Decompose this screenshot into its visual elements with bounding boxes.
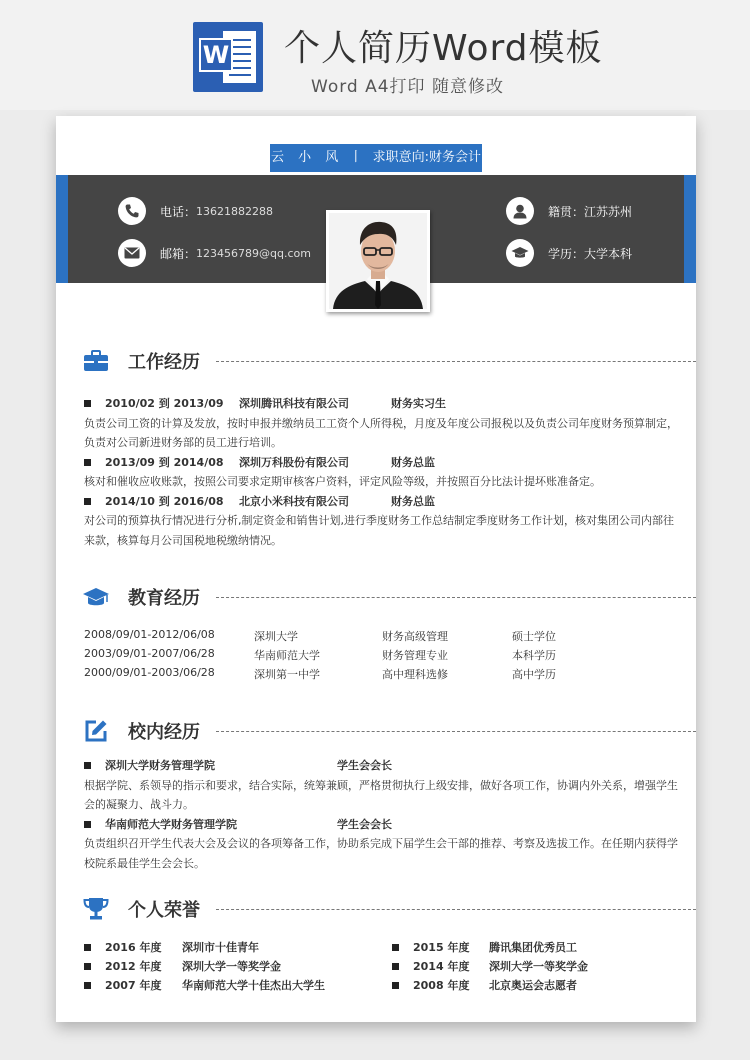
honors-section-title: 个人荣誉 [128,900,200,921]
education-item [506,239,632,267]
phone-label: 电话： [160,204,197,219]
education-section-header [82,582,696,612]
work-description: 核对和催收应收账款，按照公司要求定期审核客户资料，评定风险等级，并按照百分比法计提坏账准备定。 [84,475,601,488]
honor-item [84,939,259,955]
work-period: 2010/02 到 2013/09 [105,397,224,410]
campus-role: 学生会会长 [337,817,392,831]
email-value: 123456789@qq.com [196,246,311,260]
edu-school: 深圳第一中学 [254,668,320,681]
phone-item [118,197,273,225]
honor-name: 深圳大学一等奖学金 [489,960,588,973]
edu-major: 高中理科选修 [382,668,448,681]
name-bar [270,144,482,172]
honor-year: 2015 年度 [413,941,470,954]
campus-section-header [82,716,696,746]
banner-title: 个人简历Word模板 [284,28,603,69]
honor-item [392,977,577,993]
honor-name: 北京奥运会志愿者 [489,979,577,992]
bullet-square [84,498,91,505]
honor-name: 深圳大学一等奖学金 [182,960,281,973]
profile-photo [326,210,430,312]
work-section-title: 工作经历 [128,352,200,373]
edu-period: 2000/09/01-2003/06/28 [84,666,215,679]
education-label: 学历： [548,246,585,261]
education-row [84,647,556,663]
work-description: 对公司的预算执行情况进行分析,制定资金和销售计划,进行季度财务工作总结制定季度财务工作计划，核对集团公司内部往来款，核算每月公司国税地税缴纳情况。 [84,514,674,547]
campus-section-title: 校内经历 [128,722,200,743]
honor-item [392,939,577,955]
bullet-square [392,982,399,989]
name-separator: 丨 [349,150,363,165]
briefcase-icon [82,347,110,375]
candidate-name: 云 小 风 [271,150,344,165]
honor-name: 华南师范大学十佳杰出大学生 [182,979,325,992]
campus-org: 深圳大学财务管理学院 [105,759,215,772]
bullet-square [84,821,91,828]
honors-section-header [82,894,696,924]
edu-school: 深圳大学 [254,630,298,643]
template-banner [0,0,750,110]
honor-year: 2016 年度 [105,941,162,954]
bullet-square [392,963,399,970]
honor-year: 2007 年度 [105,979,162,992]
section-divider [216,361,696,362]
education-section-title: 教育经历 [128,588,200,609]
honor-item [84,977,325,993]
edu-school: 华南师范大学 [254,649,320,662]
work-role: 财务总监 [391,494,435,508]
edu-major: 财务管理专业 [382,649,448,662]
education-row [84,628,556,644]
work-company: 深圳腾讯科技有限公司 [239,397,349,410]
resume-page [56,116,696,1022]
honor-year: 2012 年度 [105,960,162,973]
section-divider [216,597,696,598]
work-description: 负责公司工资的计算及发放，按时申报并缴纳员工工资个人所得税，月度及年度公司报税以及负责公司年度财务预算制定，负责对公司新进财务部的员工进行培训。 [84,416,678,449]
bullet-square [84,963,91,970]
honor-year: 2014 年度 [413,960,470,973]
education-value: 大学本科 [584,246,633,261]
work-section-header [82,346,696,376]
phone-icon [118,197,146,225]
banner-subtitle: Word A4打印 随意修改 [311,77,504,97]
honor-name: 深圳市十佳青年 [182,941,259,954]
edit-icon [82,717,110,745]
graduation-cap-icon [82,583,110,611]
bullet-square [392,944,399,951]
campus-description: 负责组织召开学生代表大会及会议的各项筹备工作，协助系完成下届学生会干部的推荐、考察及选拔工作。在任期内获得学校院系最佳学生会会长。 [84,837,678,870]
honor-name: 腾讯集团优秀员工 [489,941,577,954]
honor-item [84,958,281,974]
education-row [84,666,556,682]
campus-org: 华南师范大学财务管理学院 [105,817,237,831]
bullet-square [84,400,91,407]
work-entry [84,394,684,550]
trophy-icon [82,895,110,923]
edu-period: 2003/09/01-2007/06/28 [84,647,215,660]
section-divider [216,731,696,732]
edu-degree: 高中学历 [512,668,556,681]
person-icon [506,197,534,225]
phone-value: 13621882288 [196,204,273,218]
hometown-item [506,197,632,225]
hometown-label: 籍贯： [548,204,585,219]
edu-degree: 硕士学位 [512,630,556,643]
work-period: 2013/09 到 2014/08 [105,455,224,469]
band-edge-left [56,175,68,283]
honor-year: 2008 年度 [413,979,470,992]
graduation-cap-icon [506,239,534,267]
email-label: 邮箱： [160,246,197,261]
honor-item [392,958,588,974]
job-intention: 求职意向:财务会计 [372,150,481,165]
campus-role: 学生会会长 [337,759,392,772]
hometown-value: 江苏苏州 [584,204,633,219]
bullet-square [84,459,91,466]
bullet-square [84,944,91,951]
email-item [118,239,311,267]
section-divider [216,909,696,910]
work-period: 2014/10 到 2016/08 [105,494,224,508]
campus-entry [84,756,684,873]
mail-icon [118,239,146,267]
edu-major: 财务高级管理 [382,630,448,643]
edu-degree: 本科学历 [512,649,556,662]
work-role: 财务实习生 [391,397,446,410]
work-company: 深圳万科股份有限公司 [239,455,349,469]
word-logo-icon: W [193,22,263,92]
campus-description: 根据学院、系领导的指示和要求，结合实际，统筹兼顾，严格贯彻执行上级安排，做好各项工作，协调内外关系，增强学生会的凝聚力、战斗力。 [84,778,678,811]
edu-period: 2008/09/01-2012/06/08 [84,628,215,641]
bullet-square [84,762,91,769]
work-role: 财务总监 [391,455,435,469]
bullet-square [84,982,91,989]
work-company: 北京小米科技有限公司 [239,494,349,508]
band-edge-right [684,175,696,283]
